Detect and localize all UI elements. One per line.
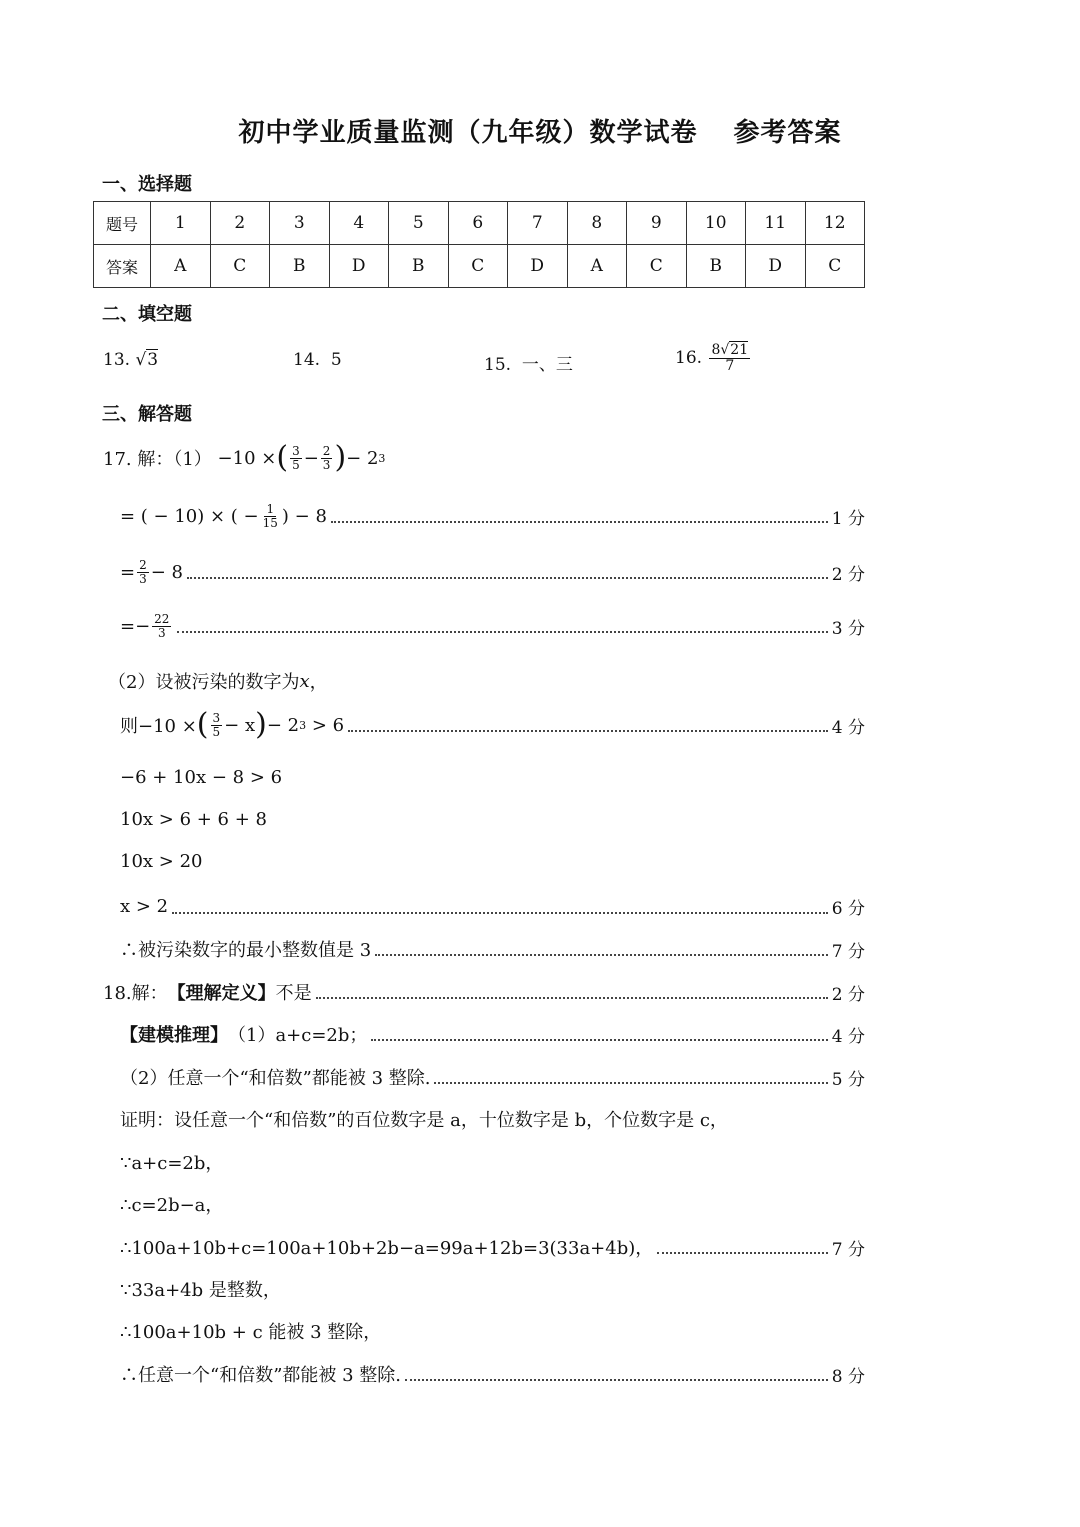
fill-answer-16 — [675, 343, 752, 373]
table-cell: 7 — [508, 202, 568, 245]
paren-right: ) — [334, 440, 347, 475]
answer-value: 5 — [330, 350, 342, 370]
section-heading-choice: 一、选择题 — [102, 174, 192, 195]
score-label: 2 分 — [831, 984, 865, 1005]
solution-step — [120, 1191, 865, 1217]
fraction: $\frac{3}{5}$ — [212, 710, 221, 739]
q17-expression — [103, 440, 848, 475]
solution-step — [120, 1106, 865, 1132]
section-heading-fill: 二、填空题 — [102, 304, 192, 325]
question-intro: 18.解： — [103, 983, 168, 1004]
score-label: 1 分 — [831, 508, 865, 529]
fill-answer-13 — [103, 350, 158, 370]
choice-answer-table — [93, 201, 865, 288]
math-text: − 2 — [346, 447, 379, 469]
solution-step — [120, 809, 865, 830]
answer-value: 一、三 — [521, 355, 573, 375]
score-label: 4 分 — [831, 717, 865, 738]
solution-step — [120, 1276, 865, 1302]
solution-step — [120, 1021, 865, 1047]
table-cell: B — [686, 245, 746, 288]
page-title — [0, 112, 1080, 149]
fill-answer-14 — [293, 350, 342, 370]
fraction: $\frac{2}{3}$ — [139, 558, 147, 586]
fraction: $\frac{1}{15}$ — [262, 502, 278, 530]
dot-leader — [375, 942, 828, 956]
table-cell: 6 — [448, 202, 508, 245]
table-cell: C — [210, 245, 270, 288]
table-row-answers — [94, 245, 865, 288]
paren-left: ( — [196, 707, 209, 742]
math-text: = ( − 10) × ( − — [120, 505, 259, 527]
math-text: −6 + 10x − 8 > 6 — [120, 767, 283, 788]
sqrt-symbol: √ — [135, 350, 147, 370]
math-text: − 8 — [150, 561, 183, 583]
paren-right: ) — [255, 707, 267, 742]
math-text: 则−10 × — [120, 716, 197, 737]
text: ∴100a+10b+c=100a+10b+2b−a=99a+12b=3(33a+4b)， — [120, 1238, 654, 1259]
math-text: 10x > 20 — [120, 851, 203, 872]
bold-heading: 【建模推理】 — [120, 1025, 228, 1046]
table-cell: C — [627, 245, 687, 288]
dot-leader — [172, 900, 828, 914]
table-row-numbers — [94, 202, 865, 245]
exponent: 3 — [299, 718, 307, 732]
dot-leader — [316, 985, 828, 999]
table-cell: A — [567, 245, 627, 288]
radicand: 21 — [730, 342, 749, 358]
dot-leader — [331, 509, 828, 523]
section-heading-solve: 三、解答题 — [102, 404, 192, 425]
paren-left: ( — [276, 440, 289, 475]
text: 证明：设任意一个“和倍数”的百位数字是 a，十位数字是 b，个位数字是 c， — [120, 1110, 728, 1131]
exponent: 3 — [378, 451, 386, 465]
solution-step — [120, 1064, 865, 1090]
math-text: x > 2 — [120, 896, 169, 917]
fill-answer-15 — [484, 350, 573, 375]
title-main: 初中学业质量监测（九年级）数学试卷 — [238, 118, 698, 148]
table-cell: 11 — [746, 202, 806, 245]
radicand: 3 — [147, 350, 159, 370]
math-text: −10 × — [217, 447, 277, 469]
text: （2）设被污染的数字为 — [108, 672, 300, 693]
solution-step — [120, 1149, 865, 1175]
math-text: ) − 8 — [281, 505, 327, 527]
text: （1）a+c=2b； — [228, 1025, 368, 1046]
text: ∴c=2b−a， — [120, 1195, 224, 1216]
fraction: $\frac{2}{3}$ — [322, 443, 331, 472]
text: ∴100a+10b + c 能被 3 整除， — [120, 1322, 382, 1343]
solution-step — [120, 503, 865, 529]
dot-leader — [434, 1070, 827, 1084]
table-cell: 1 — [151, 202, 211, 245]
question-number: 16. — [675, 348, 703, 369]
table-cell: 8 — [567, 202, 627, 245]
variable: x — [299, 670, 310, 692]
solution-step — [120, 894, 865, 919]
coefficient: 8 — [711, 342, 721, 358]
table-cell: 10 — [686, 202, 746, 245]
sqrt-symbol: √ — [720, 342, 730, 358]
question-number: 15. — [484, 355, 512, 375]
bold-heading: 【理解定义】 — [167, 983, 276, 1004]
dot-leader — [657, 1240, 828, 1254]
dot-leader — [187, 565, 828, 579]
math-text: 10x > 6 + 6 + 8 — [120, 809, 267, 830]
fraction: $\frac{3}{5}$ — [292, 443, 300, 472]
solution-step — [120, 936, 865, 962]
table-header-answer: 答案 — [94, 245, 151, 288]
math-text: ∴被污染数字的最小整数值是 3 — [120, 940, 372, 961]
question-number: 14. — [293, 350, 321, 370]
score-label: 5 分 — [831, 1069, 865, 1090]
title-sub: 参考答案 — [733, 118, 842, 148]
table-cell: D — [746, 245, 806, 288]
dot-leader — [371, 1027, 827, 1041]
table-cell: 5 — [389, 202, 449, 245]
score-label: 7 分 — [831, 941, 865, 962]
text: ∵a+c=2b， — [120, 1153, 224, 1174]
score-label: 6 分 — [831, 899, 865, 919]
dot-leader — [405, 1367, 828, 1381]
table-cell: D — [329, 245, 389, 288]
solution-step — [120, 613, 865, 639]
dot-leader — [177, 619, 827, 633]
math-text: − — [303, 447, 319, 469]
solution-step — [120, 707, 865, 742]
table-cell: B — [389, 245, 449, 288]
table-cell: 4 — [329, 202, 389, 245]
math-text: > 6 — [311, 714, 345, 736]
q17-part2-intro — [108, 668, 853, 694]
text: （2）任意一个“和倍数”都能被 3 整除. — [120, 1068, 431, 1089]
table-cell: 3 — [270, 202, 330, 245]
score-label: 4 分 — [831, 1026, 865, 1047]
table-cell: A — [151, 245, 211, 288]
math-text: − x — [224, 714, 256, 736]
question-intro: 17. 解：（1） — [103, 449, 212, 470]
table-cell: C — [805, 245, 865, 288]
text: ∵33a+4b 是整数， — [120, 1280, 281, 1301]
solution-step — [120, 851, 865, 872]
fraction — [709, 343, 750, 373]
denominator: 7 — [725, 357, 735, 374]
table-cell: B — [270, 245, 330, 288]
table-cell: 12 — [805, 202, 865, 245]
solution-step — [120, 559, 865, 585]
math-text: =− — [120, 615, 151, 637]
score-label: 8 分 — [831, 1366, 865, 1387]
table-cell: D — [508, 245, 568, 288]
text: 不是 — [275, 983, 312, 1004]
question-number: 13. — [103, 350, 131, 370]
table-cell: 9 — [627, 202, 687, 245]
solution-step — [120, 1361, 865, 1387]
score-label: 3 分 — [831, 618, 865, 639]
solution-step — [120, 1234, 865, 1260]
solution-step — [103, 979, 865, 1005]
table-cell: 2 — [210, 202, 270, 245]
text: ∴任意一个“和倍数”都能被 3 整除. — [120, 1365, 402, 1386]
dot-leader — [348, 718, 828, 732]
math-text: = — [120, 561, 136, 583]
solution-step — [120, 1318, 865, 1344]
text: ， — [309, 672, 328, 693]
math-text: − 2 — [266, 714, 300, 736]
fraction: $\frac{22}{3}$ — [154, 612, 170, 640]
solution-step — [120, 767, 865, 788]
table-cell: C — [448, 245, 508, 288]
table-header-number: 题号 — [94, 202, 151, 245]
score-label: 2 分 — [831, 564, 865, 585]
score-label: 7 分 — [831, 1239, 865, 1260]
